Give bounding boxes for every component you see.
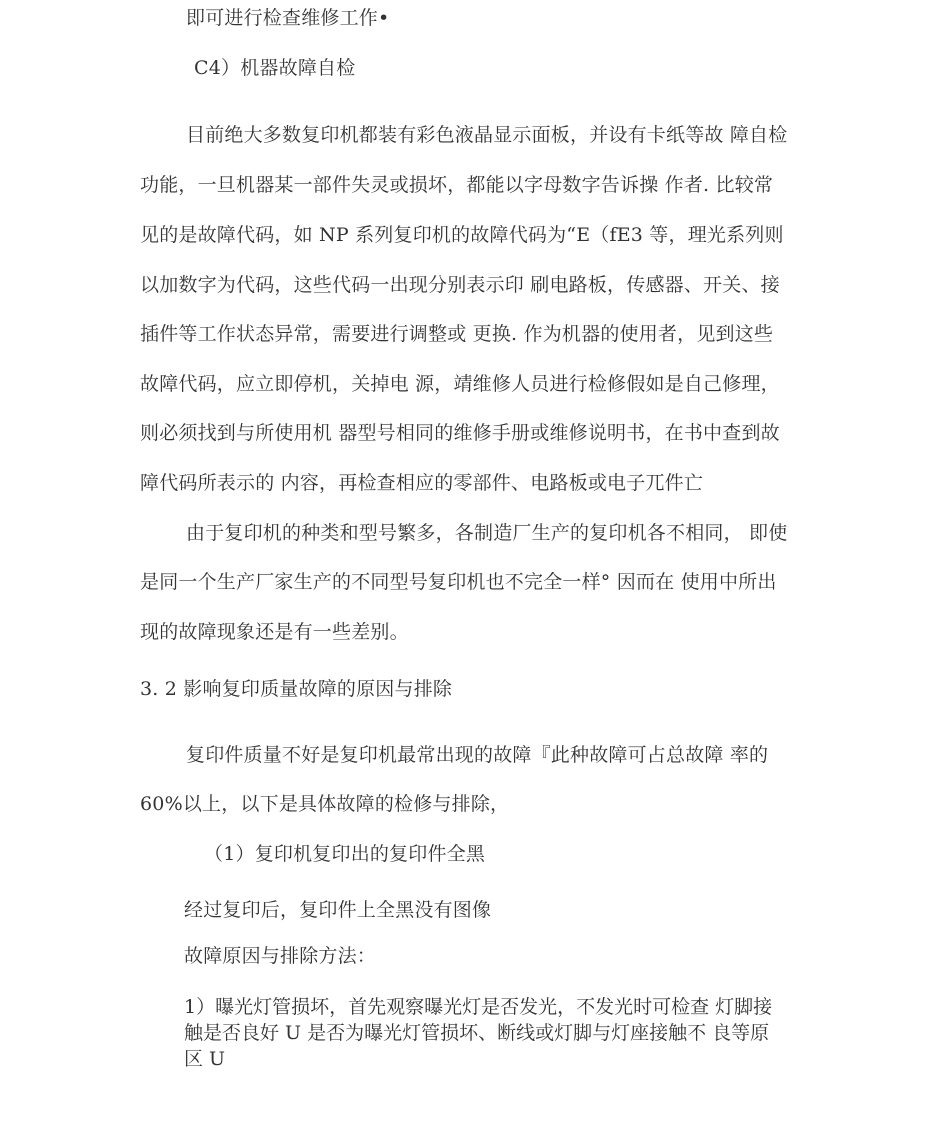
continuation-line: 即可进行检查维修工作• [186, 7, 390, 29]
cause-item-1 [184, 994, 814, 1072]
paragraph-line: 以加数字为代码，这些代码一出现分别表示印 刷电路板，传感器、开关、接 [140, 274, 780, 296]
subheading-all-black: （1）复印机复印出的复印件全黑 [204, 843, 486, 865]
symptom-text: 经过复印后，复印件上全黑没有图像 [184, 899, 492, 921]
paragraph-line: 故障代码，应立即停机，关掉电 源，靖维修人员进行检修假如是自己修理， [140, 373, 780, 395]
paragraph-line: 60%以上，以下是具体故障的检修与排除， [140, 793, 510, 815]
paragraph-line: 由于复印机的种类和型号繁多，各制造厂生产的复印机各不相同， 即使 [186, 522, 788, 544]
paragraph-line: 是同一个生产厂家生产的不同型号复印机也不完全一样° 因而在 使用中所出 [140, 571, 777, 593]
cause-item-line: 区 U [184, 1048, 226, 1070]
paragraph-line: 则必须找到与所使用机 器型号相同的维修手册或维修说明书，在书中查到故 [140, 422, 780, 444]
paragraph-line: 目前绝大多数复印机都装有彩色液晶显示面板，并设有卡纸等故 障自检 [186, 124, 788, 146]
paragraph-line: 插件等工作状态异常，需要进行调整或 更换. 作为机器的使用者，见到这些 [140, 323, 774, 345]
section-heading: 3. 2 影响复印质量故障的原因与排除 [140, 678, 453, 700]
paragraph-line: 障代码所表示的 内容，再检查相应的零部件、电路板或电子兀件亡 [140, 472, 704, 494]
paragraph-line: 复印件质量不好是复印机最常出现的故障『此种故障可占总故障 率的 [186, 744, 769, 766]
paragraph-line: 见的是故障代码，如 NP 系列复印机的故障代码为“E（fE3 等，理光系列则 [140, 224, 784, 246]
cause-item-line: 1）曝光灯管损坏，首先观察曝光灯是否发光，不发光时可检查 灯脚接 [184, 996, 773, 1018]
paragraph-line: 现的故障现象还是有一些差别。 [140, 621, 409, 643]
paragraph-line: 功能，一旦机器某一部件失灵或损坏，都能以字母数字告诉操 作者. 比较常 [140, 174, 774, 196]
subheading-fault-self-check: C4）机器故障自检 [194, 57, 356, 79]
cause-label: 故障原因与排除方法： [184, 945, 377, 967]
cause-item-line: 触是否良好 U 是否为曝光灯管损坏、断线或灯脚与灯座接触不 良等原 [184, 1022, 770, 1044]
